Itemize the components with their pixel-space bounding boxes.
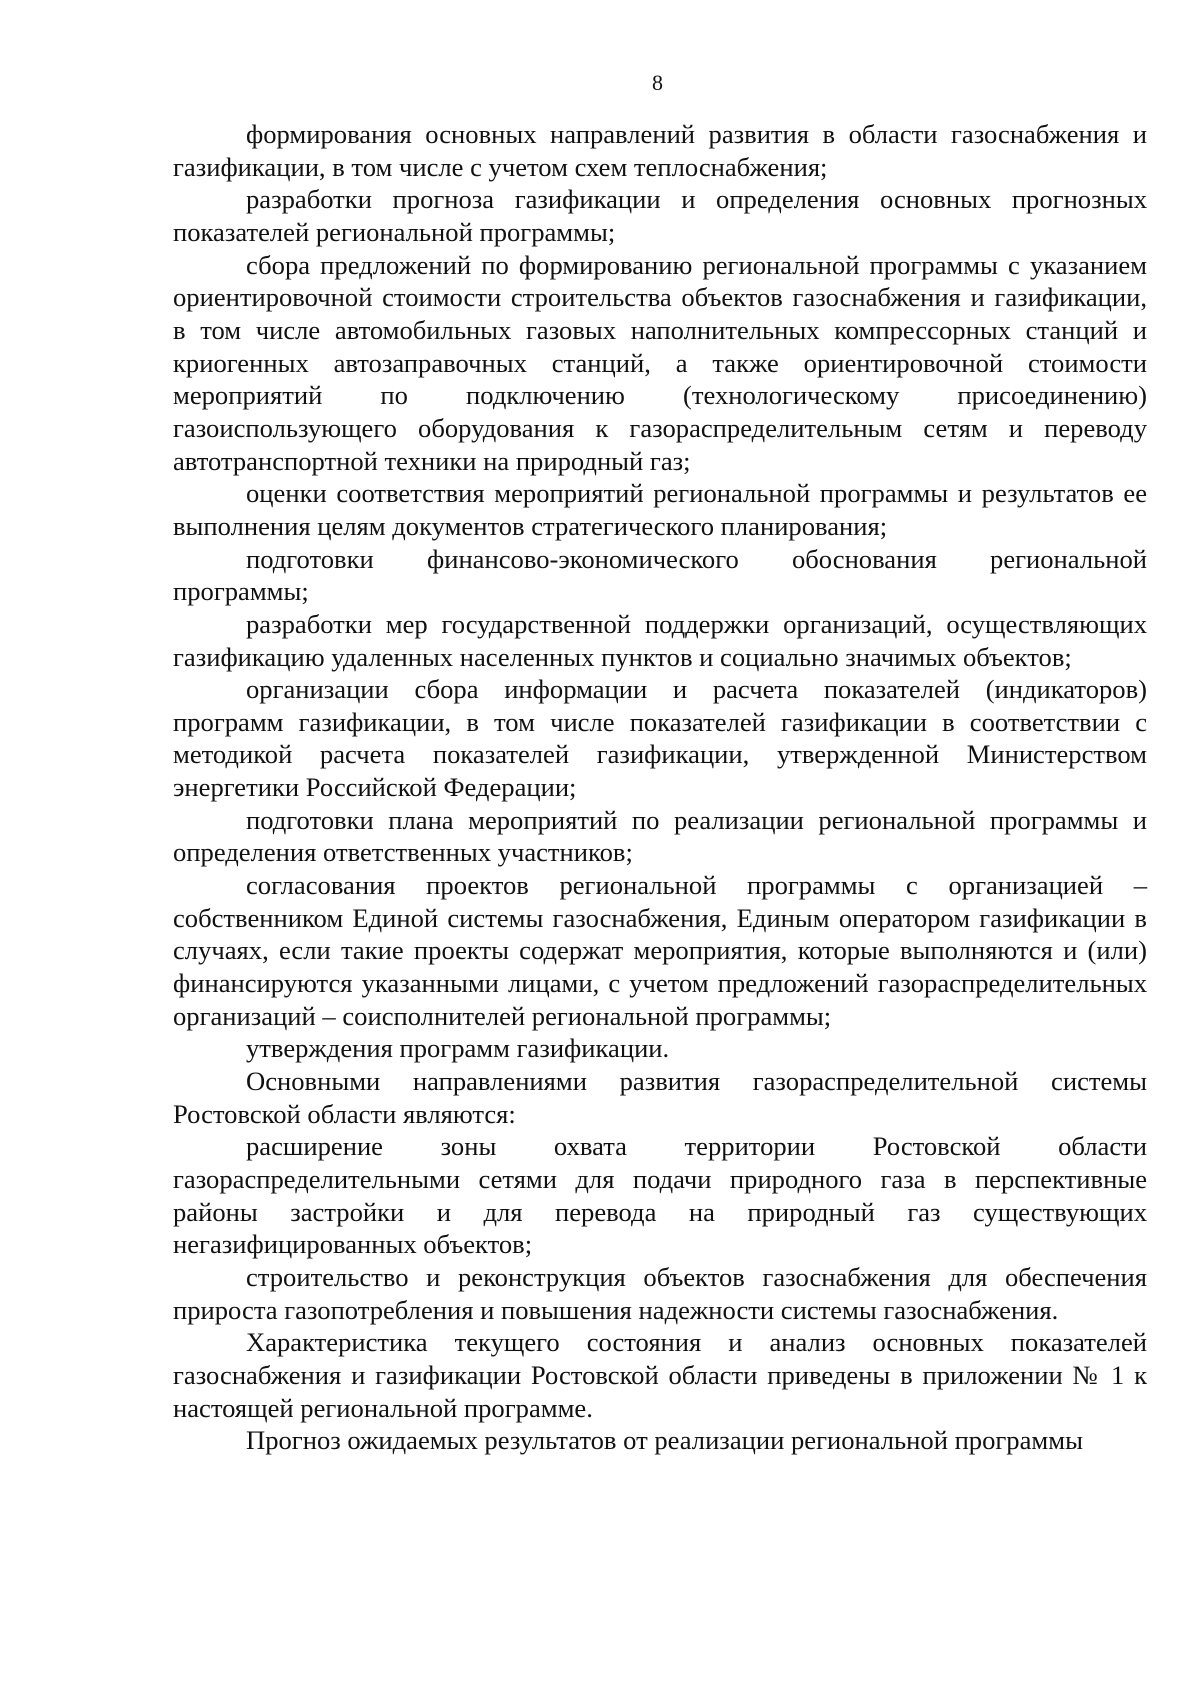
paragraph: строительство и реконструкция объектов газоснабжения для обеспечения прироста газопотребления и повышения надежности системы газоснабжения. [173, 1261, 1147, 1325]
paragraph: Прогноз ожидаемых результатов от реализации региональной программы [246, 1425, 1083, 1456]
paragraph: расширение зоны охвата территории Ростовской области газораспределительными сетями для подачи природного газа в перспективные районы застройки и для перевода на природный газ существующих негазифицированных объектов; [173, 1131, 1147, 1260]
paragraph: утверждения программ газификации. [246, 1033, 670, 1064]
paragraph: Основными направлениями развития газораспределительной системы Ростовской области являются: [173, 1066, 1147, 1129]
paragraph: организации сбора информации и расчета показателей (индикаторов) программ газификации, в том числе показателей газификации в соответствии с методикой расчета показателей газификации, утвержденной Министерством энергетики Российской Федерации; [173, 674, 1147, 803]
paragraph: согласования проектов региональной программы с организацией – собственником Единой системы газоснабжения, Единым оператором газификации в случаях, если такие проекты содержат мероприятия, которые выполняются и (или) финансируются указанными лицами, с учетом предложений газораспределительных организаций – соисполнителей региональной программы; [173, 870, 1147, 1031]
paragraph: Характеристика текущего состояния и анализ основных показателей газоснабжения и газификации Ростовской области приведены в приложении № 1 к настоящей региональной программе. [173, 1327, 1147, 1423]
paragraph: оценки соответствия мероприятий региональной программы и результатов ее выполнения целям документов стратегического планирования; [173, 478, 1147, 541]
paragraph: разработки прогноза газификации и определения основных прогнозных показателей региональной программы; [173, 184, 1147, 247]
document-body [173, 118, 1147, 1457]
paragraph: подготовки финансово-экономического обоснования региональной программы; [173, 543, 1147, 607]
paragraph: подготовки плана мероприятий по реализации региональной программы и определения ответственных участников; [173, 804, 1147, 868]
page-number: 8 [652, 70, 663, 95]
paragraph: формирования основных направлений развития в области газоснабжения и газификации, в том числе с учетом схем теплоснабжения; [173, 119, 1147, 182]
paragraph: сбора предложений по формированию региональной программы с указанием ориентировочной стоимости строительства объектов газоснабжения и газификации, в том числе автомобильных газовых наполнительных компрессорных станций и криогенных автозаправочных станций, а также ориентировочной стоимости мероприятий по подключению (технологическому присоединению) газоиспользующего оборудования к газораспределительным сетям и переводу автотранспортной техники на природный газ; [173, 249, 1147, 476]
paragraph: разработки мер государственной поддержки организаций, осуществляющих газификацию удаленных населенных пунктов и социально значимых объектов; [173, 608, 1147, 672]
